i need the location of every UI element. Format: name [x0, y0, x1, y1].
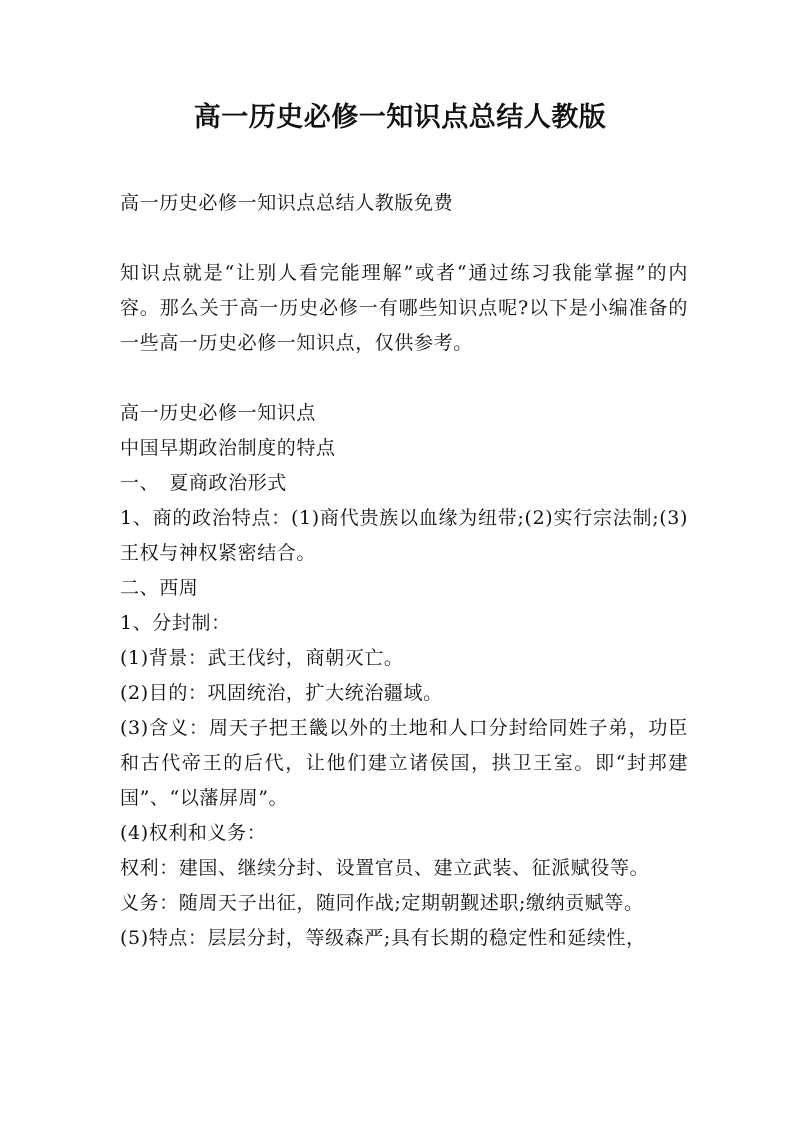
- paragraph-spacer: [120, 221, 688, 256]
- text-line: 1、分封制：: [120, 612, 231, 634]
- text-line: (1)背景：武王伐纣，商朝灭亡。: [120, 647, 404, 669]
- text-line: (5)特点：层层分封，等级森严;具有长期的稳定性和延续性，: [120, 927, 646, 949]
- section-heading: 中国早期政治制度的特点: [120, 437, 336, 459]
- document-title: 高一历史必修一知识点总结人教版: [193, 102, 607, 133]
- document-body: [120, 186, 688, 956]
- intro-paragraph: 知识点就是“让别人看完能理解”或者“通过练习我能掌握”的内容。那么关于高一历史必修一有哪些知识点呢?以下是小编准备的一些高一历史必修一知识点，仅供参考。: [120, 262, 688, 354]
- paragraph-spacer: [120, 361, 688, 396]
- text-line: 1、商的政治特点：(1)商代贵族以血缘为纽带;(2)实行宗法制;(3)王权与神权紧密结合。: [120, 507, 688, 564]
- text-line: (2)目的：巩固统治，扩大统治疆域。: [120, 682, 443, 704]
- text-line: 一、 夏商政治形式: [120, 472, 287, 494]
- text-line: 二、西周: [120, 577, 199, 599]
- text-line: 权利：建国、继续分封、设置官员、建立武装、征派赋役等。: [120, 857, 650, 879]
- text-line: (4)权利和义务：: [120, 822, 267, 844]
- document-subtitle: 高一历史必修一知识点总结人教版免费: [120, 192, 454, 214]
- text-line: (3)含义：周天子把王畿以外的土地和人口分封给同姓子弟，功臣和古代帝王的后代，让他们建立诸侯国，拱卫王室。即“封邦建国”、“以藩屏周”。: [120, 717, 688, 809]
- text-line: 义务：随周天子出征，随同作战;定期朝觐述职;缴纳贡赋等。: [120, 892, 644, 914]
- section-heading: 高一历史必修一知识点: [120, 402, 317, 424]
